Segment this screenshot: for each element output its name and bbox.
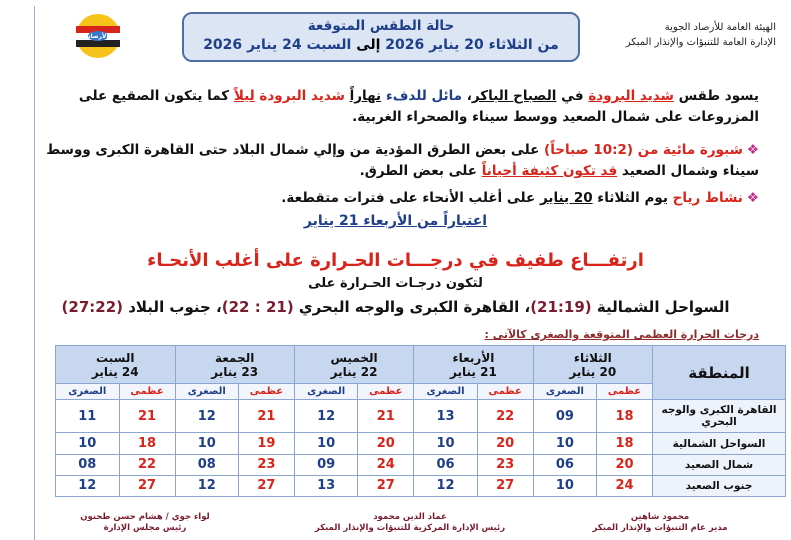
signatory-role: مدير عام التنبؤات والإنذار المبكر: [592, 523, 728, 533]
day-header: [294, 346, 413, 384]
min-label: الصغرى: [294, 384, 357, 400]
max-temp: 18: [597, 400, 653, 433]
temps-intro: لتكون درجـات الحـرارة على: [308, 276, 483, 291]
fog-text: على بعض الطرق المؤدية من وإلي شمال البلاد حتى القاهرة الكبرى ووسط سيناء وشمال الصعيد: [46, 142, 759, 179]
logo-lettering: الأرصاد: [87, 33, 109, 40]
min-temp: 06: [414, 454, 477, 475]
max-temp: 20: [477, 433, 533, 454]
max-temp: 20: [597, 454, 653, 475]
title-box: [182, 12, 580, 62]
max-temp: 20: [358, 433, 414, 454]
day-name: الثلاثاء: [573, 350, 612, 365]
min-temp: 10: [533, 433, 596, 454]
intro-paragraph: [39, 86, 759, 128]
intro-highlight: شديد البرودة: [588, 88, 674, 104]
fog-paragraph: [39, 140, 759, 182]
intro-text: ،: [462, 88, 472, 104]
date-to: السبت 24 يناير 2026: [203, 37, 352, 53]
diamond-bullet-icon: ❖: [746, 142, 759, 158]
day-header: [175, 346, 294, 384]
signature-block: [560, 512, 760, 534]
region-name: جنوب الصعيد: [653, 475, 786, 496]
max-label: عظمى: [597, 384, 653, 400]
wind-text: يوم الثلاثاء: [592, 190, 673, 206]
min-label: الصغرى: [414, 384, 477, 400]
table-title: درجات الحرارة العظمى المتوقعة والصغرى كالآتى :: [484, 328, 759, 341]
intro-highlight: الصباح الباكر: [471, 88, 557, 104]
min-temp: 09: [533, 400, 596, 433]
min-temp: 12: [175, 400, 238, 433]
signatory-name: محمود شاهين: [630, 512, 690, 522]
rise-headline: ارتفـــاع طفيف في درجـــات الحـرارة على أغلب الأنحـاء: [147, 250, 644, 271]
day-date: 24 يناير: [91, 364, 139, 379]
max-temp: 18: [597, 433, 653, 454]
summary-label: ، القاهرة الكبرى والوجه البحري: [293, 298, 531, 316]
region-name: القاهرة الكبرى والوجه البحري: [653, 400, 786, 433]
min-temp: 13: [294, 475, 357, 496]
day-date: 20 يناير: [569, 364, 617, 379]
org-department: الإدارة العامة للتنبؤات والإنذار المبكر: [625, 37, 776, 48]
signature-block: [45, 512, 245, 534]
max-temp: 21: [238, 400, 294, 433]
date-separator: إلى: [356, 37, 381, 53]
max-temp: 22: [119, 454, 175, 475]
min-temp: 10: [294, 433, 357, 454]
min-temp: 13: [414, 400, 477, 433]
max-temp: 23: [238, 454, 294, 475]
day-date: 23 يناير: [211, 364, 259, 379]
signatory-name: عماد الدين محمود: [373, 512, 447, 522]
intro-highlight: نهاراً: [349, 88, 382, 104]
min-label: الصغرى: [175, 384, 238, 400]
summary-value: (27:22): [61, 298, 123, 316]
max-temp: 27: [119, 475, 175, 496]
day-date: 21 يناير: [450, 364, 497, 379]
min-label: الصغرى: [56, 384, 120, 400]
max-label: عظمى: [358, 384, 414, 400]
summary-label: السواحل الشمالية: [591, 298, 730, 316]
wind-text: على أغلب الأنحاء على فترات متقطعة.: [281, 190, 540, 206]
table-row: [56, 475, 786, 496]
max-label: عظمى: [119, 384, 175, 400]
region-name: شمال الصعيد: [653, 454, 786, 475]
temperature-table: [55, 345, 786, 497]
max-label: عظمى: [238, 384, 294, 400]
min-label: الصغرى: [533, 384, 596, 400]
min-temp: 10: [414, 433, 477, 454]
max-temp: 18: [119, 433, 175, 454]
region-header: المنطقة: [653, 346, 786, 400]
summary-value: (21:19): [530, 298, 592, 316]
intro-highlight: ليلاً: [233, 88, 255, 104]
from-wednesday-heading: اعتباراً من الأربعاء 21 يناير: [303, 213, 488, 229]
max-temp: 24: [358, 454, 414, 475]
min-temp: 10: [56, 433, 120, 454]
max-temp: 21: [358, 400, 414, 433]
fog-text: على بعض الطرق.: [359, 163, 482, 179]
region-name: السواحل الشمالية: [653, 433, 786, 454]
table-row: [56, 433, 786, 454]
signatory-role: رئيس مجلس الإدارة: [103, 523, 187, 533]
fog-highlight: شبورة مائية من (10:2 صباحاً): [544, 142, 743, 158]
min-temp: 08: [56, 454, 120, 475]
table-row: [56, 454, 786, 475]
day-date: 22 يناير: [330, 364, 378, 379]
intro-text: يسود طقس: [673, 88, 759, 104]
table-row: [56, 400, 786, 433]
day-name: الأربعاء: [452, 350, 495, 365]
date-from: من الثلاثاء 20 يناير 2026: [385, 37, 559, 53]
meteorology-logo: [68, 12, 128, 62]
max-temp: 27: [238, 475, 294, 496]
summary-label: ، جنوب البلاد: [123, 298, 222, 316]
min-temp: 12: [294, 400, 357, 433]
intro-highlight: مائل للدفء: [385, 88, 463, 104]
day-name: الجمعة: [215, 350, 255, 365]
signatory-role: رئيس الإدارة المركزية للتنبؤات والإنذار المبكر: [314, 523, 506, 533]
min-temp: 09: [294, 454, 357, 475]
diamond-bullet-icon: ❖: [746, 190, 759, 206]
temps-summary: [0, 298, 791, 316]
min-temp: 11: [56, 400, 120, 433]
min-temp: 10: [175, 433, 238, 454]
intro-text: كما يتكون الصقيع على المزروعات على شمال الصعيد ووسط سيناء والصحراء الغربية.: [78, 88, 759, 125]
org-name: الهيئة العامة للأرصاد الجوية: [664, 22, 776, 33]
page-title: حالة الطقس المتوقعة: [307, 18, 455, 34]
max-temp: 22: [477, 400, 533, 433]
max-temp: 23: [477, 454, 533, 475]
min-temp: 06: [533, 454, 596, 475]
signatory-name: لواء جوي / هشام حسن طحنون: [80, 512, 210, 522]
wind-date: 20 يناير: [539, 190, 593, 206]
date-range: [184, 37, 578, 53]
table-header-row: [56, 346, 786, 384]
day-header: [414, 346, 533, 384]
max-temp: 19: [238, 433, 294, 454]
min-temp: 12: [56, 475, 120, 496]
max-temp: 24: [597, 475, 653, 496]
day-header: [533, 346, 652, 384]
min-temp: 12: [414, 475, 477, 496]
max-label: عظمى: [477, 384, 533, 400]
intro-highlight: شديد البرودة: [259, 88, 345, 104]
fog-highlight: قد تكون كثيفة أحياناً: [481, 163, 618, 179]
day-name: الخميس: [330, 350, 378, 365]
min-temp: 10: [533, 475, 596, 496]
wind-highlight: نشاط رياح: [672, 190, 743, 206]
max-temp: 21: [119, 400, 175, 433]
day-header: [56, 346, 176, 384]
wind-paragraph: [39, 188, 759, 209]
max-temp: 27: [477, 475, 533, 496]
min-temp: 08: [175, 454, 238, 475]
max-temp: 27: [358, 475, 414, 496]
intro-text: في: [556, 88, 589, 104]
summary-value: (21 : 22): [221, 298, 294, 316]
day-name: السبت: [96, 350, 135, 365]
min-temp: 12: [175, 475, 238, 496]
signature-block: [300, 512, 520, 534]
organization-block: [600, 20, 776, 50]
